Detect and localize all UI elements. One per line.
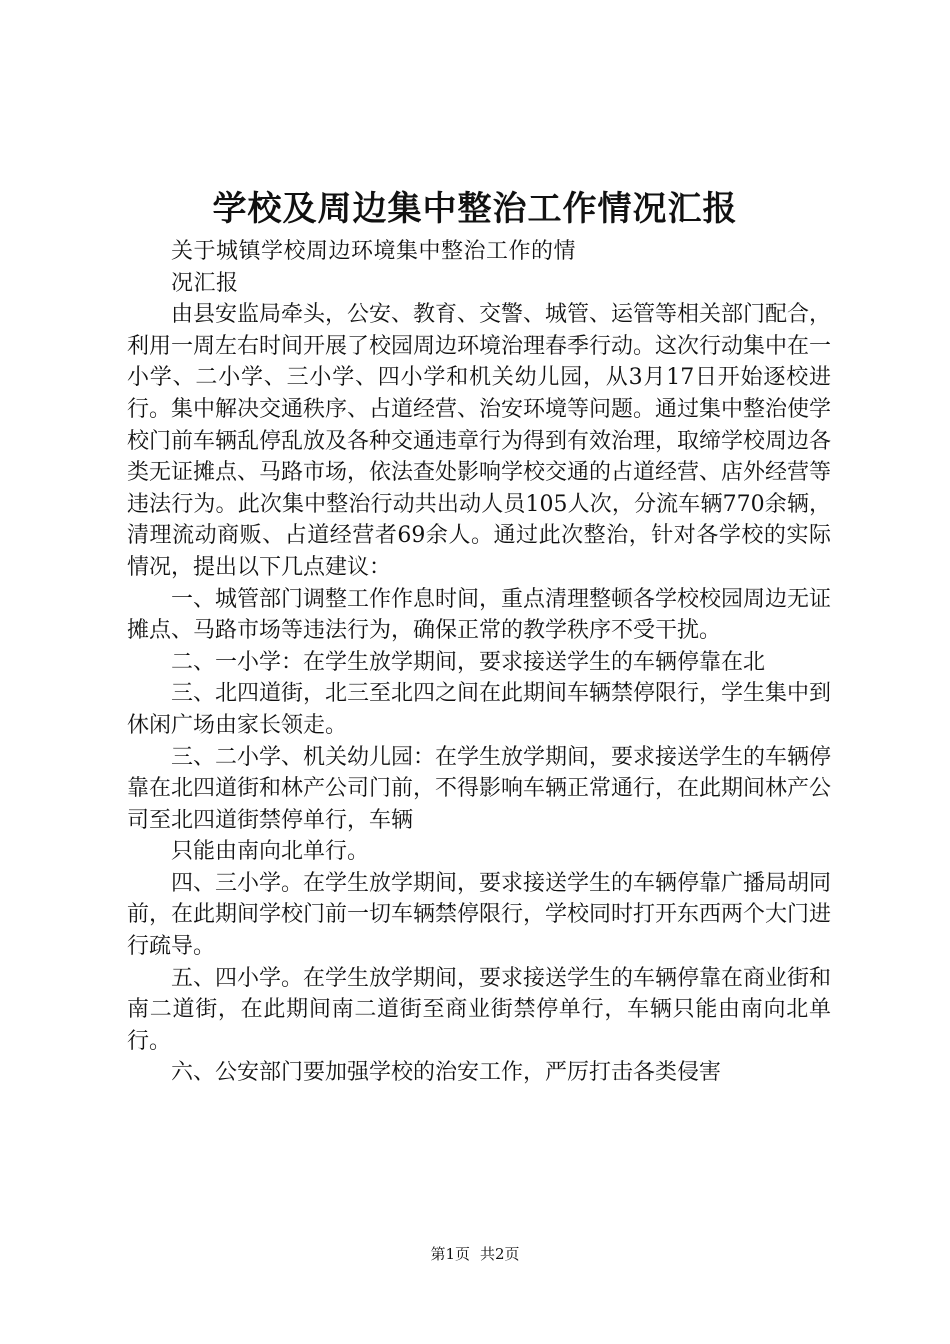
page-footer	[0, 1244, 950, 1264]
paragraph-item-5: 五、四小学。在学生放学期间，要求接送学生的车辆停靠在商业街和南二道街，在此期间南二道街至商业街禁停单行，车辆只能由南向北单行。	[127, 965, 832, 1054]
document-body	[127, 236, 831, 1089]
subtitle-line-2: 况汇报	[171, 270, 239, 296]
paragraph-item-3b: 三、二小学、机关幼儿园：在学生放学期间，要求接送学生的车辆停靠在北四道街和林产公司门前，不得影响车辆正常通行，在此期间林产公司至北四道街禁停单行，车辆	[127, 744, 832, 833]
page-total: 共2页	[480, 1245, 520, 1263]
subtitle-line-1: 关于城镇学校周边环境集中整治工作的情	[171, 239, 577, 264]
paragraph-item-1: 一、城管部门调整工作作息时间，重点清理整顿各学校校园周边无证摊点、马路市场等违法行为，确保正常的教学秩序不受干扰。	[127, 586, 832, 644]
page-number: 第1页	[430, 1245, 470, 1263]
paragraph-item-6: 六、公安部门要加强学校的治安工作，严厉打击各类侵害	[171, 1060, 722, 1086]
paragraph-item-3b-continued: 只能由南向北单行。	[171, 839, 370, 865]
paragraph-item-4: 四、三小学。在学生放学期间，要求接送学生的车辆停靠广播局胡同前，在此期间学校门前一切车辆禁停限行，学校同时打开东西两个大门进行疏导。	[127, 870, 832, 960]
document-title: 学校及周边集中整治工作情况汇报	[212, 189, 738, 229]
paragraph-item-3a: 三、北四道街，北三至北四之间在此期间车辆禁停限行，学生集中到休闲广场由家长领走。	[127, 681, 832, 738]
paragraph-intro: 由县安监局牵头，公安、教育、交警、城管、运管等相关部门配合，利用一周左右时间开展了校园周边环境治理春季行动。这次行动集中在一小学、二小学、三小学、四小学和机关幼儿园，从3月17日开始逐校进行。集中解决交通秩序、占道经营、治安环境等问题。通过集中整治使学校门前车辆乱停乱放及各种交通违章行为得到有效治理，取缔学校周边各类无证摊点、马路市场，依法查处影响学校交通的占道经营、店外经营等违法行为。此次集中整治行动共出动人员105人次，分流车辆770余辆，清理流动商贩、占道经营者69余人。通过此次整治，针对各学校的实际情况，提出以下几点建议：	[127, 302, 832, 580]
paragraph-item-2: 二、一小学：在学生放学期间，要求接送学生的车辆停靠在北	[171, 649, 766, 675]
